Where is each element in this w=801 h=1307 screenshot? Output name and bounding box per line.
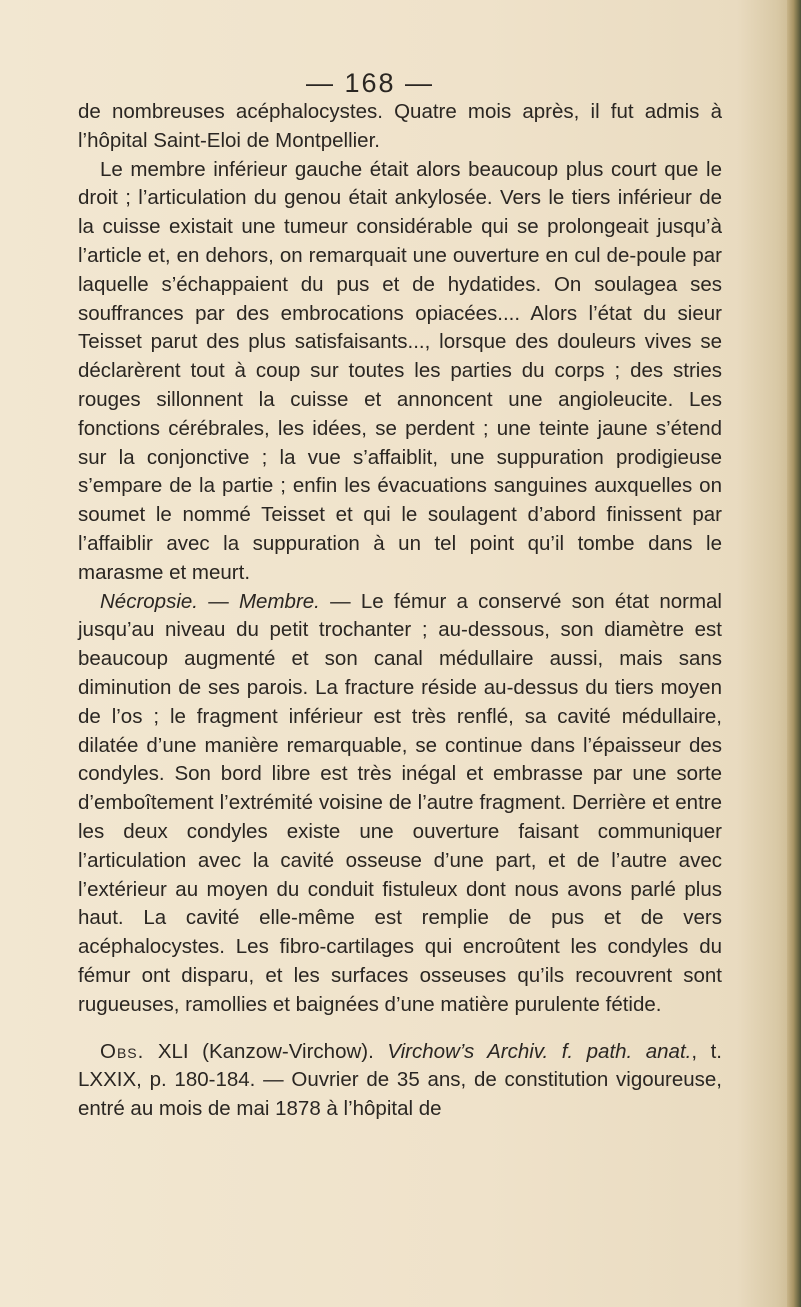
paragraph-observation [78, 1038, 722, 1124]
necropsy-heading: Nécropsie. [100, 589, 198, 613]
body-text [78, 98, 722, 1124]
observation-text-1: XLI (Kanzow-Virchow). [144, 1039, 388, 1063]
page-edge-shadow [787, 0, 801, 1307]
paragraph-necropsy [78, 588, 722, 1020]
observation-label: Obs. [100, 1039, 145, 1063]
paragraph-clinical-description: Le membre inférieur gauche était alors beaucoup plus court que le droit ; l’articulation du genou était ankylosée. Vers le tiers inférieur de la cuisse existait une tumeur considérable qui se prolongeait jusqu’à l’article et, en dehors, on remarquait une ouverture en cul de-poule par laquelle s’échappaient du pus et de hydatides. On soulagea ses souffrances par des embrocations opiacées.... Alors l’état du sieur Teisset parut des plus satisfaisants..., lorsque des douleurs vives se déclarèrent tout à coup sur toutes les parties du corps ; des stries rouges sillonnent la cuisse et annoncent une angioleucite. Les fonctions cérébrales, les idées, se perdent ; une teinte jaune s’étend sur la conjonctive ; la vue s’affaiblit, une suppuration prodigieuse s’empare de la partie ; enfin les évacuations sanguines auxquelles on soumet le nommé Teisset et qui le soulagent d’abord finissent par l’affaiblir avec la suppuration à un tel point qu’il tombe dans le marasme et meurt. [78, 157, 722, 584]
page-number: — 168 — [305, 68, 435, 98]
necropsy-text: — Le fémur a conservé son état normal jusqu’au niveau du petit trochanter ; au-dessous, son diamètre est beaucoup augmenté et son canal médullaire aussi, mais sans diminution de ses parois. La fracture réside au-dessus du tiers moyen de l’os ; le fragment inférieur est très renflé, sa cavité médullaire, dilatée d’une manière remarquable, se continue dans l’épaisseur des condyles. Son bord libre est très inégal et embrasse par une sorte d’emboîtement l’extrémité voisine de l’autre fragment. Derrière et entre les deux condyles existe une ouverture faisant communiquer l’articulation avec la cavité osseuse d’une part, et de l’autre avec l’extérieur au moyen du conduit fistuleux dont nous avons parlé plus haut. La cavité elle-même est remplie de pus et de vers acéphalocystes. Les fibro-cartilages qui encroûtent les condyles du fémur ont disparu, et les surfaces osseuses qu’ils recouvrent sont rugueuses, ramollies et baignées d’une matière purulente fétide. [78, 589, 722, 1016]
heading-dash: — [198, 589, 239, 613]
observation-text-2: , t. LXXIX, p. 180-184. — Ouvrier de 35 ans, de constitution vigoureuse, entré au mois de mai 1878 à l’hôpital de [78, 1039, 722, 1121]
observation-source: Virchow’s Archiv. f. path. anat. [387, 1039, 692, 1063]
paragraph-continuation: de nombreuses acéphalocystes. Quatre mois après, il fut admis à l’hôpital Saint-Eloi de Montpellier. [78, 100, 722, 152]
member-heading: Membre. [238, 589, 320, 613]
